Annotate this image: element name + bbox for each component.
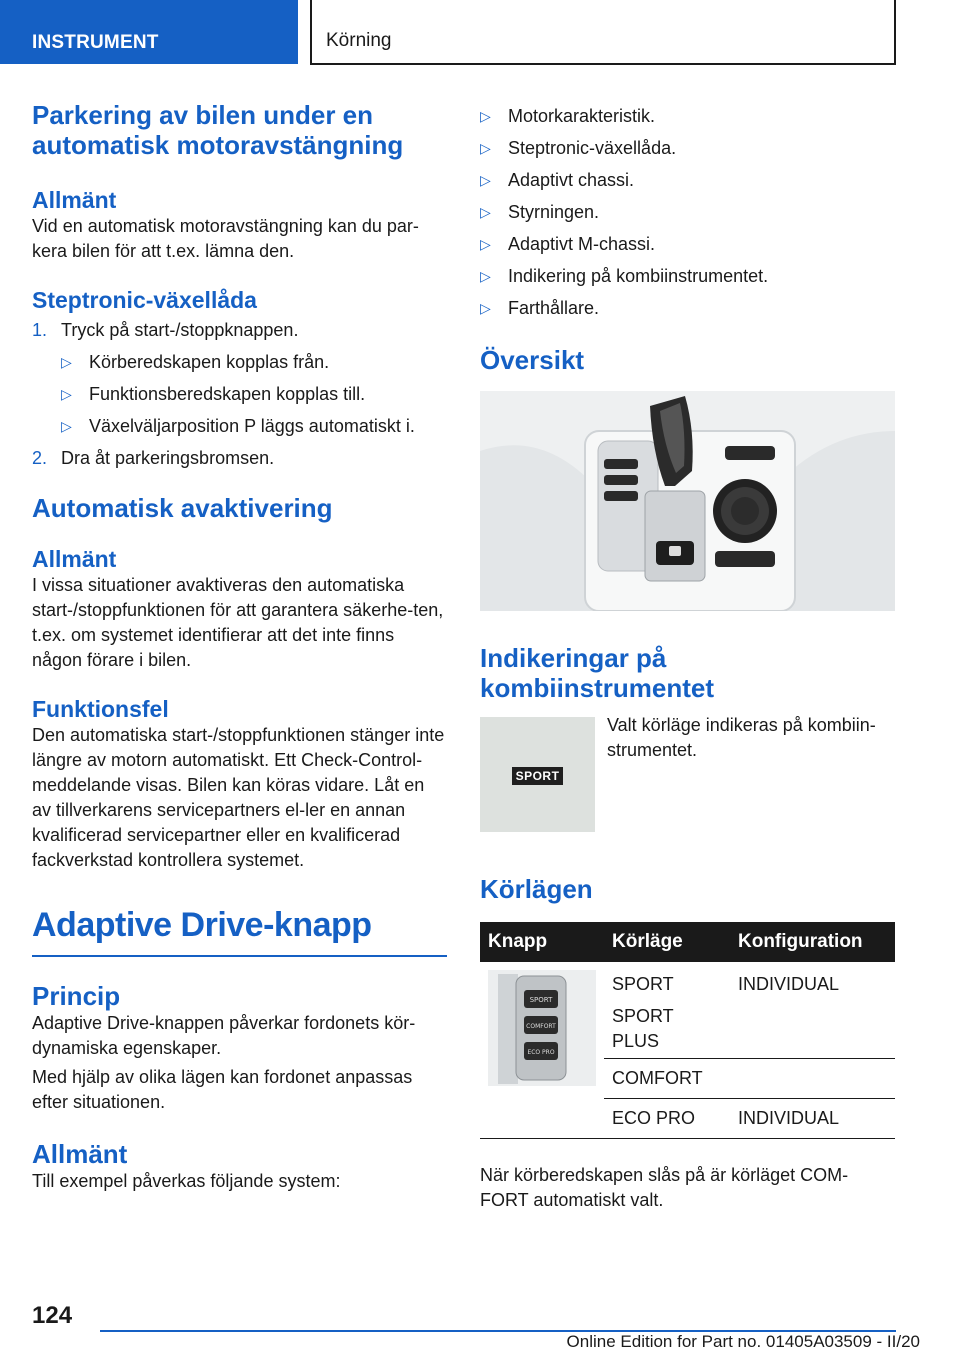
chapter-tab: INSTRUMENT	[0, 0, 298, 64]
left-column	[32, 100, 447, 1194]
list-item: ▷ Adaptivt M-chassi.	[480, 232, 895, 257]
heading-princip: Princip	[32, 981, 121, 1011]
bullet-triangle-icon: ▷	[61, 418, 72, 434]
heading-adaptive-drive: Adaptive Drive-knapp	[32, 906, 372, 944]
sport-indicator-badge: SPORT	[512, 767, 563, 785]
list-item: ▷ Steptronic-växellåda.	[480, 136, 895, 161]
heading-allmant-2: Allmänt	[32, 546, 117, 572]
bullet-triangle-icon: ▷	[61, 386, 72, 402]
list-item: ▷ Växelväljarposition P läggs automatiskt i.	[61, 414, 447, 439]
list-item: ▷ Farthållare.	[480, 296, 895, 321]
indicator-image	[480, 717, 595, 832]
text-allmant-1: Vid en automatisk motoravstängning kan du par-kera bilen för att t.ex. lämna den.	[32, 216, 419, 261]
step-1-text: Tryck på start-/stoppknappen.	[61, 320, 299, 340]
heading-steptronic: Steptronic-växellåda	[32, 287, 257, 313]
step-2-number: 2.	[32, 448, 48, 468]
step-1-number: 1.	[32, 320, 48, 340]
mode-sport: SPORT	[612, 974, 674, 994]
bullet-triangle-icon: ▷	[480, 108, 491, 124]
mode-comfort: COMFORT	[604, 1059, 728, 1099]
text-allmant-2: I vissa situationer avaktiveras den automatiska start-/stoppfunktionen för att garantera säkerhe-ten, t.ex. om systemet identifierar att det inte finns någon förare i bilen.	[32, 575, 444, 670]
heading-korlagen: Körlägen	[480, 874, 593, 904]
text-allmant-3: Till exempel påverkas följande system:	[32, 1171, 341, 1191]
table-row	[480, 962, 895, 1059]
config-sport: INDIVIDUAL	[738, 974, 840, 994]
list-item: ▷ Indikering på kombiinstrumentet.	[480, 264, 895, 289]
list-item: ▷ Adaptivt chassi.	[480, 168, 895, 193]
right-column	[480, 104, 895, 1213]
table-header-knapp: Knapp	[480, 922, 604, 962]
bullet-triangle-icon: ▷	[480, 140, 491, 156]
bullet-triangle-icon: ▷	[480, 172, 491, 188]
step-2	[32, 446, 447, 471]
list-item: ▷ Körberedskapen kopplas från.	[61, 350, 447, 375]
heading-oversikt: Översikt	[480, 345, 585, 375]
heading-parkering: Parkering av bilen under en automatisk motoravstängning	[32, 100, 404, 160]
step-2-text: Dra åt parkeringsbromsen.	[61, 448, 275, 468]
heading-automatisk-avaktivering: Automatisk avaktivering	[32, 493, 333, 523]
bullet-triangle-icon: ▷	[480, 204, 491, 220]
heading-allmant-1: Allmänt	[32, 187, 117, 213]
heading-indikeringar: Indikeringar på kombiinstrumentet	[480, 643, 715, 703]
mode-eco-pro: ECO PRO	[604, 1099, 728, 1139]
center-console-illustration	[480, 391, 895, 611]
drive-modes-table	[480, 922, 895, 1139]
bullet-triangle-icon: ▷	[61, 354, 72, 370]
text-princip-1: Adaptive Drive-knappen påverkar fordonets kör-dynamiska egenskaper.	[32, 1013, 416, 1058]
center-console-image	[480, 391, 895, 611]
config-eco-pro: INDIVIDUAL	[728, 1099, 895, 1139]
drive-mode-buttons-image	[488, 970, 596, 1086]
bullet-triangle-icon: ▷	[480, 300, 491, 316]
page-number: 124	[32, 1302, 73, 1329]
list-item: ▷ Funktionsberedskapen kopplas till.	[61, 382, 447, 407]
text-princip-2: Med hjälp av olika lägen kan fordonet anpassas efter situationen.	[32, 1067, 413, 1112]
button-label-comfort: COMFORT	[526, 1023, 556, 1030]
text-comfort-default: När körberedskapen slås på är körläget COM-FORT automatiskt valt.	[480, 1165, 849, 1210]
bullet-triangle-icon: ▷	[480, 236, 491, 252]
config-comfort	[728, 1059, 895, 1099]
heading-funktionsfel: Funktionsfel	[32, 696, 169, 722]
button-label-sport: SPORT	[529, 996, 553, 1004]
button-label-eco-pro: ECO PRO	[527, 1049, 555, 1056]
list-item: ▷ Styrningen.	[480, 200, 895, 225]
heading-allmant-3: Allmänt	[32, 1139, 128, 1169]
step-1	[32, 318, 447, 343]
text-funktionsfel: Den automatiska start-/stoppfunktionen stänger inte längre av motorn automatiskt. Ett Check-Control-meddelande visas. Bilen kan köras vidare. Låt en av tillverkarens servicepartners el-ler en annan kvalificerad servicepartner eller en kvalificerad fackverkstad kontrollera systemet.	[32, 725, 445, 870]
table-header-konfiguration: Konfiguration	[728, 922, 895, 962]
list-item: ▷ Motorkarakteristik.	[480, 104, 895, 129]
heading-rule	[32, 955, 447, 957]
mode-sport-plus: SPORT PLUS	[612, 1006, 674, 1051]
footer-edition: Online Edition for Part no. 01405A03509 - II/20	[566, 1332, 920, 1351]
text-indikering: Valt körläge indikeras på kombiin-strumentet.	[607, 715, 876, 760]
section-title: Körning	[310, 0, 896, 65]
table-header-korlage: Körläge	[604, 922, 728, 962]
bullet-triangle-icon: ▷	[480, 268, 491, 284]
